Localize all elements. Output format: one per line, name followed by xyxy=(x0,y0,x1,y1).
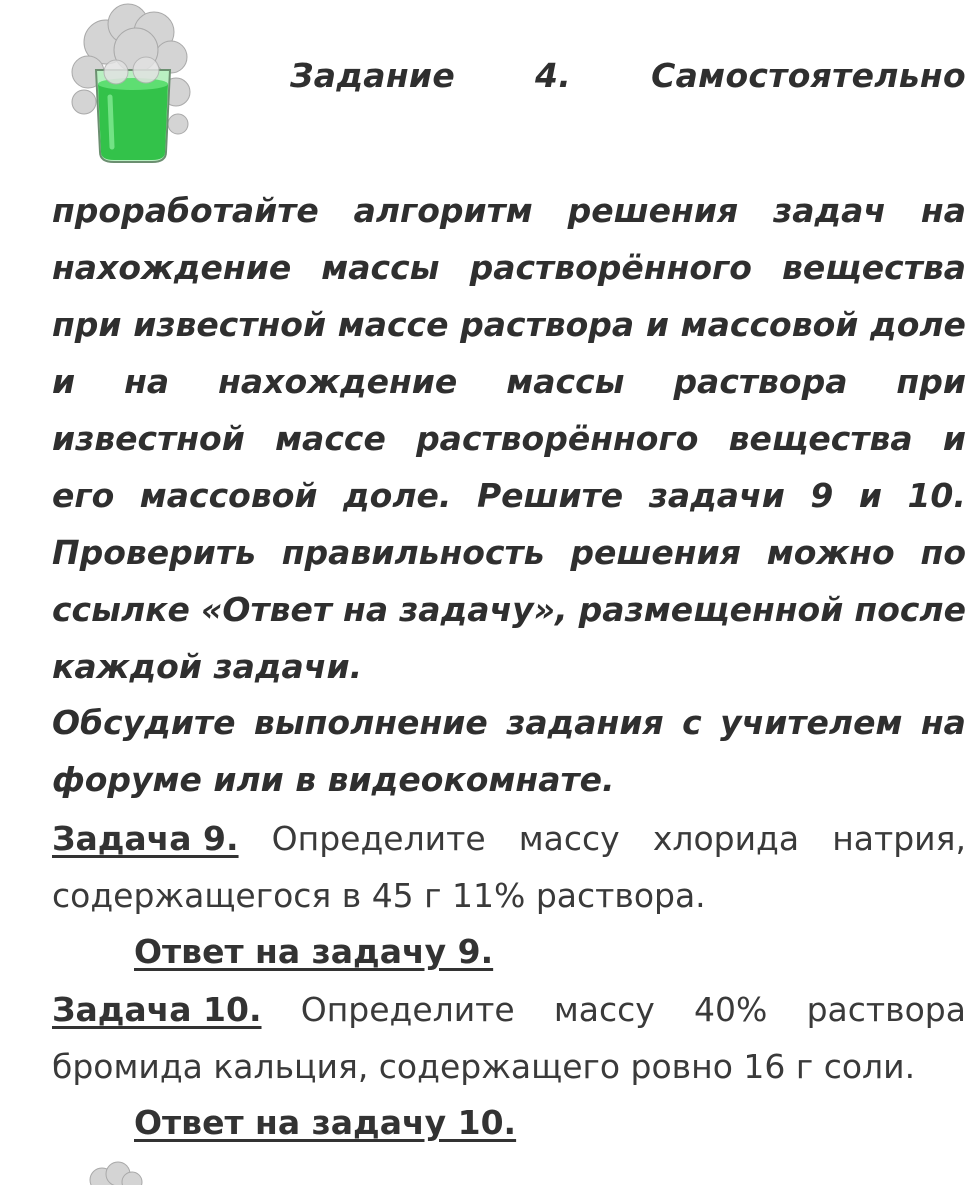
task-9-line-2: содержащегося в 45 г 11% раствора. xyxy=(52,876,706,915)
word: задач xyxy=(773,191,887,230)
instructions-line-1 xyxy=(52,182,966,239)
word: на xyxy=(343,590,389,629)
word: массовой xyxy=(680,305,859,344)
beaker-smoke-icon xyxy=(66,2,196,167)
word: массовой xyxy=(139,476,318,515)
word: известной xyxy=(52,419,245,458)
instructions-line-2 xyxy=(52,239,966,296)
word: ссылке xyxy=(52,590,190,629)
word: 10. xyxy=(907,476,966,515)
word: на xyxy=(920,703,966,742)
word: при xyxy=(896,362,966,401)
word: Решите xyxy=(476,476,624,515)
word: по xyxy=(920,533,966,572)
word: и xyxy=(858,476,882,515)
word: каждой задачи. xyxy=(52,647,363,686)
word: Обсудите xyxy=(52,703,236,742)
word: известной xyxy=(133,305,327,344)
word: с xyxy=(682,703,702,742)
instructions-line-8 xyxy=(52,581,966,638)
word: решения xyxy=(570,533,741,572)
instructions-line-5 xyxy=(52,410,966,467)
instructions-line-3 xyxy=(52,296,966,353)
task-heading xyxy=(290,56,966,95)
word: задачу», xyxy=(399,590,568,629)
task-10-line-1 xyxy=(52,981,966,1038)
word: нахождение xyxy=(218,362,458,401)
word: натрия, xyxy=(832,819,966,858)
word: Определите xyxy=(271,819,486,858)
word: вещества xyxy=(728,419,913,458)
word: после xyxy=(854,590,966,629)
heading-word-3: Самостоятельно xyxy=(651,56,966,95)
task-9-label: Задача 9. xyxy=(52,819,239,858)
word: раствора xyxy=(673,362,848,401)
task-10 xyxy=(52,981,966,1095)
task-10-line-2: бромида кальция, содержащего ровно 16 г соли. xyxy=(52,1047,916,1086)
instructions-line-9 xyxy=(52,638,966,695)
word: массе xyxy=(275,419,386,458)
instructions-line-4 xyxy=(52,353,966,410)
instructions-line-7 xyxy=(52,524,966,581)
word: «Ответ xyxy=(200,590,332,629)
word: задачи xyxy=(648,476,785,515)
word: массу xyxy=(518,819,620,858)
word: растворённого xyxy=(469,248,752,287)
word: на xyxy=(124,362,170,401)
word: учителем xyxy=(720,703,903,742)
word: растворённого xyxy=(416,419,699,458)
instructions-paragraph xyxy=(52,182,966,695)
word: массу xyxy=(553,990,655,1029)
discussion-paragraph xyxy=(52,694,966,808)
instructions-line-6 xyxy=(52,467,966,524)
word: выполнение xyxy=(253,703,488,742)
word: раствора xyxy=(460,305,635,344)
word: хлорида xyxy=(652,819,800,858)
word: массе xyxy=(337,305,449,344)
word: нахождение xyxy=(52,248,292,287)
heading-word-1: Задание xyxy=(290,56,456,95)
word: размещенной xyxy=(578,590,844,629)
word: доле. xyxy=(343,476,452,515)
word: можно xyxy=(766,533,895,572)
task-10-label: Задача 10. xyxy=(52,990,262,1029)
word: проработайте xyxy=(52,191,319,230)
word: доле xyxy=(870,305,966,344)
word: и xyxy=(52,362,76,401)
word: его xyxy=(52,476,115,515)
task-9-line-1 xyxy=(52,810,966,867)
word: Определите xyxy=(300,990,515,1029)
beaker-smoke-icon-partial xyxy=(80,1160,150,1185)
word: на xyxy=(920,191,966,230)
word: массы xyxy=(506,362,625,401)
word: Проверить xyxy=(52,533,256,572)
answer-link-task-9[interactable]: Ответ на задачу 9. xyxy=(134,932,494,971)
task-9 xyxy=(52,810,966,924)
word: массы xyxy=(321,248,440,287)
discussion-line-2 xyxy=(52,751,966,808)
discussion-line-1 xyxy=(52,694,966,751)
word: 9 xyxy=(810,476,834,515)
word: задания xyxy=(506,703,664,742)
word: алгоритм xyxy=(353,191,533,230)
heading-word-2: 4. xyxy=(535,56,572,95)
word: форуме или в видеокомнате. xyxy=(52,760,615,799)
word: и xyxy=(942,419,966,458)
answer-link-task-10[interactable]: Ответ на задачу 10. xyxy=(134,1103,517,1142)
word: и xyxy=(645,305,669,344)
word: решения xyxy=(567,191,739,230)
word: вещества xyxy=(782,248,966,287)
word: правильность xyxy=(281,533,545,572)
word: раствора xyxy=(806,990,966,1029)
word: при xyxy=(52,305,122,344)
word: 40% xyxy=(694,990,768,1029)
